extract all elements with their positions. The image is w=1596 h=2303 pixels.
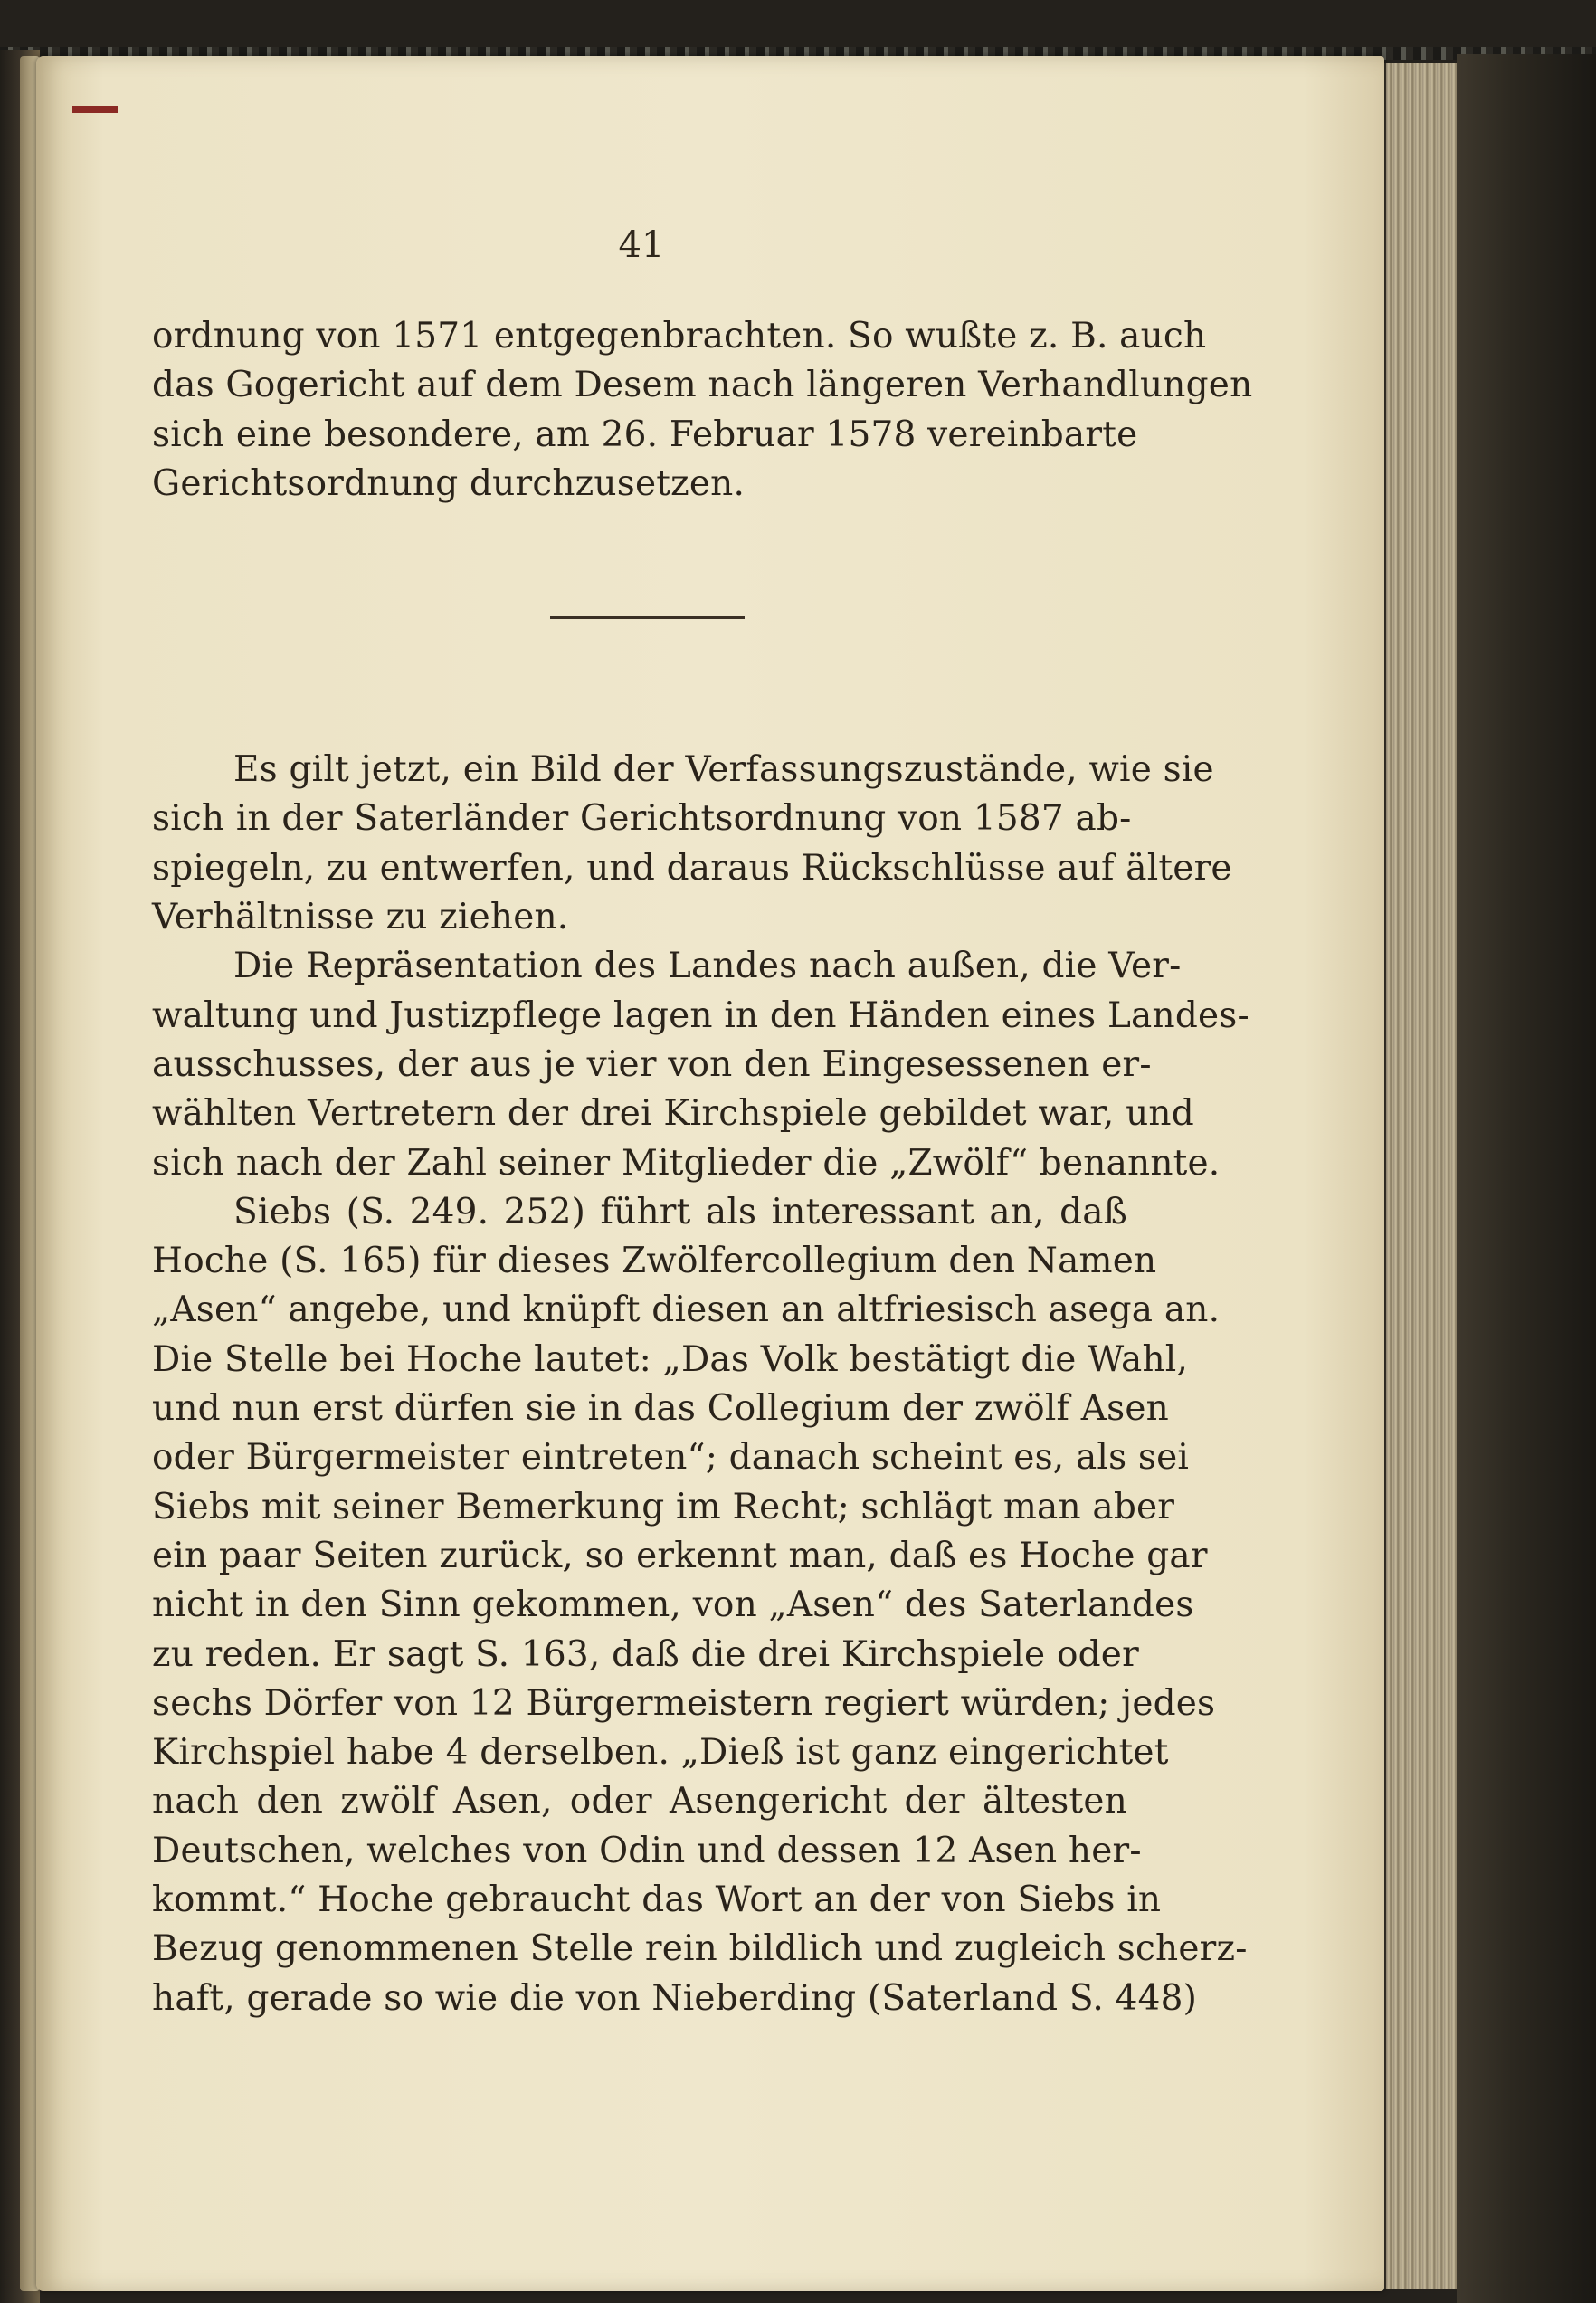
text-line: und nun erst dürfen sie in das Collegium der zwölf Asen xyxy=(152,1388,1169,1430)
text-line: Hoche (S. 165) für dieses Zwölfercollegium den Namen xyxy=(152,1241,1157,1282)
paragraph-2 xyxy=(152,746,1232,942)
text-line: wählten Vertretern der drei Kirchspiele gebildet war, und xyxy=(152,1093,1194,1135)
text-line: „Asen“ angebe, und knüpft diesen an altfriesisch asega an. xyxy=(152,1289,1221,1331)
text-line: waltung und Justizpflege lagen in den Händen eines Landes- xyxy=(152,994,1249,1036)
text-line: Es gilt jetzt, ein Bild der Verfassungszustände, wie sie xyxy=(233,749,1214,791)
paragraph-1 xyxy=(152,312,1253,509)
text-line: Verhältnisse zu ziehen. xyxy=(152,897,569,938)
section-gap xyxy=(152,509,1127,746)
paragraph-3 xyxy=(152,942,1249,1187)
text-line: haft, gerade so wie die von Nieberding (Saterland S. 448) xyxy=(152,1977,1198,2019)
text-line: sich nach der Zahl seiner Mitglieder die „Zwölf“ benannte. xyxy=(152,1142,1221,1184)
text-line: ordnung von 1571 entgegenbrachten. So wußte z. B. auch xyxy=(152,316,1207,357)
text-line: sich eine besondere, am 26. Februar 1578 vereinbarte xyxy=(152,414,1138,455)
text-line: zu reden. Er sagt S. 163, daß die drei Kirchspiele oder xyxy=(152,1633,1139,1675)
paragraph-4 xyxy=(152,1188,1248,2023)
text-line: das Gogericht auf dem Desem nach längeren Verhandlungen xyxy=(152,365,1253,406)
text-line: kommt.“ Hoche gebraucht das Wort an der von Siebs in xyxy=(152,1880,1162,1921)
text-line: nicht in den Sinn gekommen, von „Asen“ des Saterlandes xyxy=(152,1585,1194,1626)
text-line: Die Stelle bei Hoche lautet: „Das Volk bestätigt die Wahl, xyxy=(152,1338,1189,1380)
text-line: Deutschen, welches von Odin und dessen 12 Asen her- xyxy=(152,1830,1142,1871)
text-line: Siebs (S. 249. 252) führt als interessant an, daß xyxy=(233,1191,1127,1232)
text-line: Kirchspiel habe 4 derselben. „Dieß ist ganz eingerichtet xyxy=(152,1732,1169,1774)
text-line: sechs Dörfer von 12 Bürgermeistern regiert würden; jedes xyxy=(152,1682,1216,1724)
right-cover-board xyxy=(1457,54,1596,2303)
text-line: nach den zwölf Asen, oder Asengericht der ältesten xyxy=(152,1781,1127,1822)
page-text xyxy=(152,312,1253,2023)
text-line: Die Repräsentation des Landes nach außen, die Ver- xyxy=(233,946,1182,987)
page-stack-edges xyxy=(1384,63,1458,2289)
text-line: Gerichtsordnung durchzusetzen. xyxy=(152,462,746,504)
text-line: Bezug genommenen Stelle rein bildlich und zugleich scherz- xyxy=(152,1928,1248,1970)
section-divider xyxy=(550,616,745,619)
text-line: sich in der Saterländer Gerichtsordnung von 1587 ab- xyxy=(152,798,1132,840)
text-line: ein paar Seiten zurück, so erkennt man, daß es Hoche gar xyxy=(152,1535,1208,1576)
page-number: 41 xyxy=(618,224,665,266)
text-line: ausschusses, der aus je vier von den Eingesessenen er- xyxy=(152,1043,1152,1085)
text-line: Siebs mit seiner Bemerkung im Recht; schlägt man aber xyxy=(152,1486,1175,1527)
text-line: oder Bürgermeister eintreten“; danach scheint es, als sei xyxy=(152,1437,1190,1479)
text-line: spiegeln, zu entwerfen, und daraus Rückschlüsse auf ältere xyxy=(152,847,1232,889)
red-binding-mark xyxy=(72,106,118,113)
